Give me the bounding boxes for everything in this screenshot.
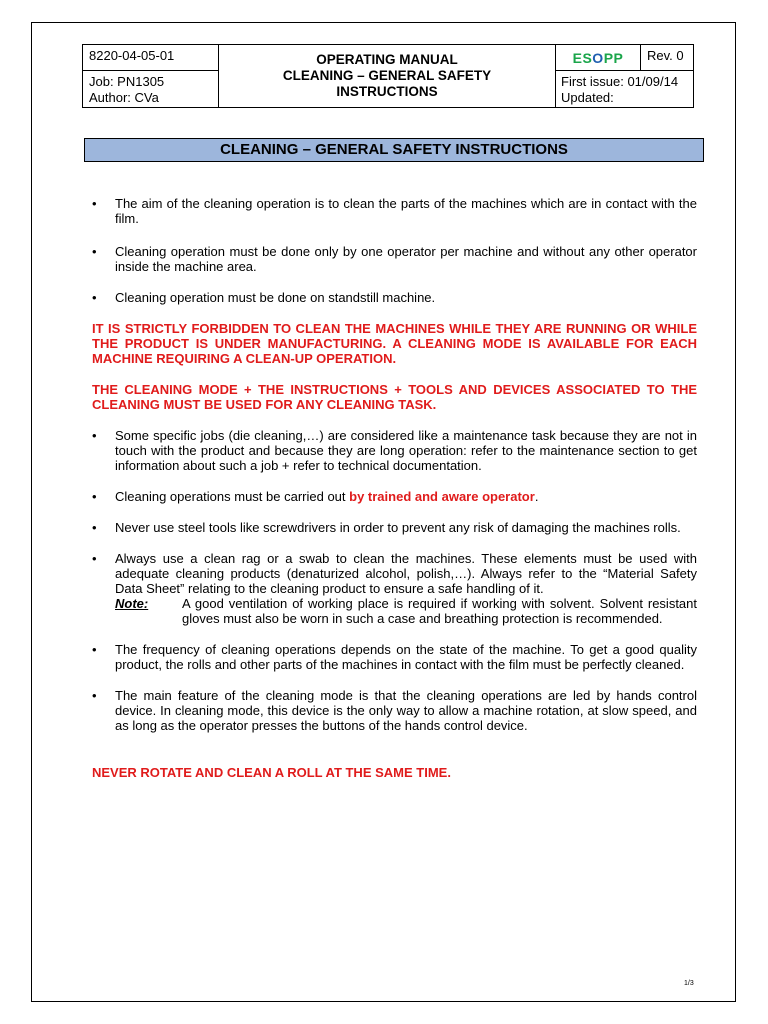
- bullet: •: [92, 520, 97, 535]
- issue-cell: [556, 71, 694, 108]
- document-header: [82, 44, 694, 108]
- doc-code: 8220-04-05-01: [83, 45, 219, 71]
- item-text: Always use a clean rag or a swab to clean the machines. These elements must be used with adequate cleaning products (denaturized alcohol, polish,…). Always refer to the “Material Safety Data Sheet” relating to the cleaning product to ensure a safe handling of it.: [115, 551, 697, 596]
- bullet: •: [92, 290, 97, 305]
- item-text-suffix: .: [534, 489, 539, 504]
- logo-part-1: ES: [572, 50, 593, 66]
- item-text: Cleaning operation must be done only by one operator per machine and without any other operator inside the machine area.: [115, 244, 697, 274]
- page-number: 1/3: [684, 980, 694, 987]
- manual-title: [219, 45, 556, 108]
- content: [92, 196, 697, 780]
- esopp-logo: [556, 45, 641, 71]
- list-item: [92, 489, 697, 504]
- bullet: •: [92, 551, 97, 566]
- note-label: Note:: [115, 596, 149, 611]
- section-banner: CLEANING – GENERAL SAFETY INSTRUCTIONS: [84, 138, 704, 162]
- list-item: [92, 520, 697, 535]
- author: Author: CVa: [89, 90, 159, 105]
- updated: Updated:: [561, 90, 614, 105]
- item-text-prefix: Cleaning operations must be carried out: [115, 489, 350, 504]
- item-text: Cleaning operation must be done on standstill machine.: [115, 290, 436, 305]
- item-text: The main feature of the cleaning mode is that the cleaning operations are led by hands control device. In cleaning mode, this device is the only way to allow a machine rotation, at slow speed, and as long as the operator presses the buttons of the hands control device.: [115, 688, 697, 733]
- warning-cleaning-mode: THE CLEANING MODE + THE INSTRUCTIONS + TOOLS AND DEVICES ASSOCIATED TO THE CLEANING MUST BE USED FOR ANY CLEANING TASK.: [92, 382, 697, 412]
- first-issue: First issue: 01/09/14: [561, 74, 679, 89]
- logo-part-2: O: [592, 50, 604, 66]
- item-text: The aim of the cleaning operation is to clean the parts of the machines which are in contact with the film.: [115, 196, 697, 226]
- list-item: [92, 688, 697, 733]
- list-item: [92, 290, 697, 305]
- bullet: •: [92, 642, 97, 657]
- list-item: [92, 244, 697, 274]
- list-item: [92, 642, 697, 672]
- item-text: The frequency of cleaning operations depends on the state of the machine. To get a good quality product, the rolls and other parts of the machines in contact with the film must be perfectly cleaned.: [115, 642, 697, 672]
- bullet: •: [92, 489, 97, 504]
- title-line-1: OPERATING MANUAL: [316, 52, 458, 67]
- title-line-3: INSTRUCTIONS: [336, 84, 438, 99]
- bullet: •: [92, 688, 97, 703]
- list-item: [92, 196, 697, 226]
- bullet: •: [92, 244, 97, 259]
- list-item: [92, 428, 697, 473]
- logo-part-3: PP: [603, 50, 624, 66]
- warning-forbidden: IT IS STRICTLY FORBIDDEN TO CLEAN THE MACHINES WHILE THEY ARE RUNNING OR WHILE THE PRODUCT IS UNDER MANUFACTURING. A CLEANING MODE IS AVAILABLE FOR EACH MACHINE REQUIRING A CLEAN-UP OPERATION.: [92, 321, 697, 366]
- item-text-emphasis: by trained and aware operator: [349, 489, 535, 504]
- item-text: Never use steel tools like screwdrivers in order to prevent any risk of damaging the machines rolls.: [115, 520, 681, 535]
- revision: Rev. 0: [641, 45, 694, 71]
- job-number: Job: PN1305: [89, 74, 165, 89]
- list-item: [92, 551, 697, 626]
- warning-never-rotate: NEVER ROTATE AND CLEAN A ROLL AT THE SAME TIME.: [92, 765, 451, 780]
- title-line-2: CLEANING – GENERAL SAFETY: [282, 68, 492, 83]
- job-author-cell: [83, 71, 219, 108]
- note: [115, 596, 697, 626]
- note-text: A good ventilation of working place is required if working with solvent. Solvent resistant gloves must also be worn in such a case and breathing protection is recommended.: [182, 596, 697, 626]
- bullet: •: [92, 196, 97, 211]
- bullet: •: [92, 428, 97, 443]
- item-text: Some specific jobs (die cleaning,…) are considered like a maintenance task because they are not in touch with the product and because they are long operation: refer to the maintenance section to get information about such a job + refer to technical documentation.: [115, 428, 697, 473]
